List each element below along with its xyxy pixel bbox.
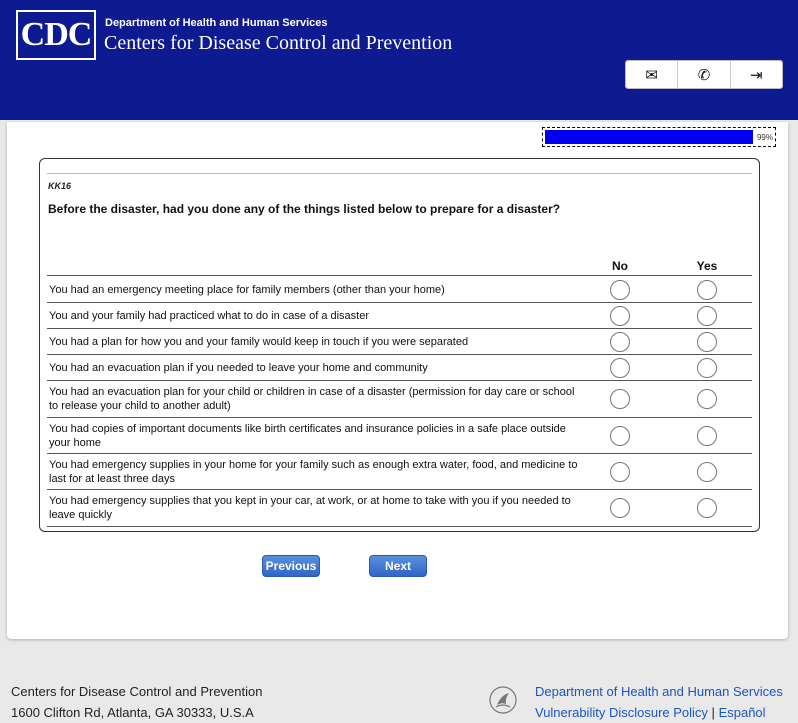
question-code: KK16 <box>48 181 72 191</box>
question-row <box>47 277 752 303</box>
question-row <box>47 418 752 454</box>
hhs-eagle-icon <box>488 685 518 715</box>
question-row <box>47 329 752 355</box>
footer-links <box>535 681 783 723</box>
logo-text: CDC <box>20 16 92 53</box>
header-action-group <box>625 60 783 89</box>
row-label: You had an evacuation plan if you needed to leave your home and community <box>49 361 428 374</box>
question-row <box>47 381 752 418</box>
question-divider <box>47 173 752 174</box>
row-label: You had copies of important documents like birth certificates and insurance policies in a safe place outside your home <box>49 422 566 449</box>
department-name: Department of Health and Human Services <box>105 17 328 29</box>
mail-icon: ✉ <box>645 66 658 84</box>
survey-card <box>7 122 788 639</box>
progress-bar <box>542 127 776 147</box>
radio-yes[interactable] <box>697 462 717 482</box>
row-label: You had emergency supplies that you kept in your car, at work, or at home to take with you if you needed to leave quickly <box>49 495 571 521</box>
radio-no[interactable] <box>610 306 630 326</box>
radio-yes[interactable] <box>697 306 717 326</box>
radio-no[interactable] <box>610 498 630 518</box>
radio-yes[interactable] <box>697 426 717 446</box>
row-label: You had an evacuation plan for your child or children in case of a disaster (permission for day care or school to release your child to another adult) <box>49 386 575 412</box>
progress-fill <box>545 130 753 144</box>
next-button[interactable]: Next <box>369 555 427 577</box>
radio-no[interactable] <box>610 280 630 300</box>
grid-top-border <box>47 275 752 276</box>
radio-no[interactable] <box>610 332 630 352</box>
question-row <box>47 303 752 329</box>
radio-yes[interactable] <box>697 498 717 518</box>
radio-yes[interactable] <box>697 332 717 352</box>
row-label: You had an emergency meeting place for family members (other than your home) <box>49 283 445 296</box>
radio-no[interactable] <box>610 358 630 378</box>
radio-no[interactable] <box>610 426 630 446</box>
radio-yes[interactable] <box>697 358 717 378</box>
sign-out-icon: ⇥ <box>750 66 763 84</box>
phone-button[interactable] <box>678 61 730 88</box>
progress-label: 99% <box>756 133 773 142</box>
column-header-yes: Yes <box>696 259 718 273</box>
agency-name: Centers for Disease Control and Prevention <box>104 32 453 54</box>
question-row <box>47 454 752 490</box>
previous-button[interactable]: Previous <box>262 555 320 577</box>
cdc-logo[interactable] <box>16 10 96 60</box>
site-header <box>0 0 798 120</box>
radio-no[interactable] <box>610 389 630 409</box>
question-box <box>39 158 760 532</box>
row-label: You had emergency supplies in your home for your family such as enough extra water, food, and medicine to last for at least three days <box>49 458 578 485</box>
email-button[interactable] <box>626 61 678 88</box>
radio-yes[interactable] <box>697 389 717 409</box>
row-label: You and your family had practiced what to do in case of a disaster <box>49 309 370 322</box>
question-row <box>47 355 752 381</box>
hhs-link[interactable]: Department of Health and Human Services <box>535 684 783 699</box>
footer-org-name: Centers for Disease Control and Prevention <box>11 684 263 699</box>
question-row <box>47 490 752 527</box>
row-label: You had a plan for how you and your family would keep in touch if you were separated <box>49 335 469 348</box>
question-text: Before the disaster, had you done any of the things listed below to prepare for a disaster? <box>48 202 561 216</box>
sign-out-button[interactable] <box>731 61 782 88</box>
espanol-link[interactable]: Español <box>718 705 766 720</box>
phone-icon: ✆ <box>697 66 711 84</box>
radio-no[interactable] <box>610 462 630 482</box>
footer-address-block <box>11 681 262 723</box>
link-separator: | <box>711 705 715 720</box>
footer-street-address: 1600 Clifton Rd, Atlanta, GA 30333, U.S.A <box>11 705 254 720</box>
column-header-no: No <box>612 259 628 273</box>
vulnerability-disclosure-link[interactable]: Vulnerability Disclosure Policy <box>535 705 708 720</box>
radio-yes[interactable] <box>697 280 717 300</box>
